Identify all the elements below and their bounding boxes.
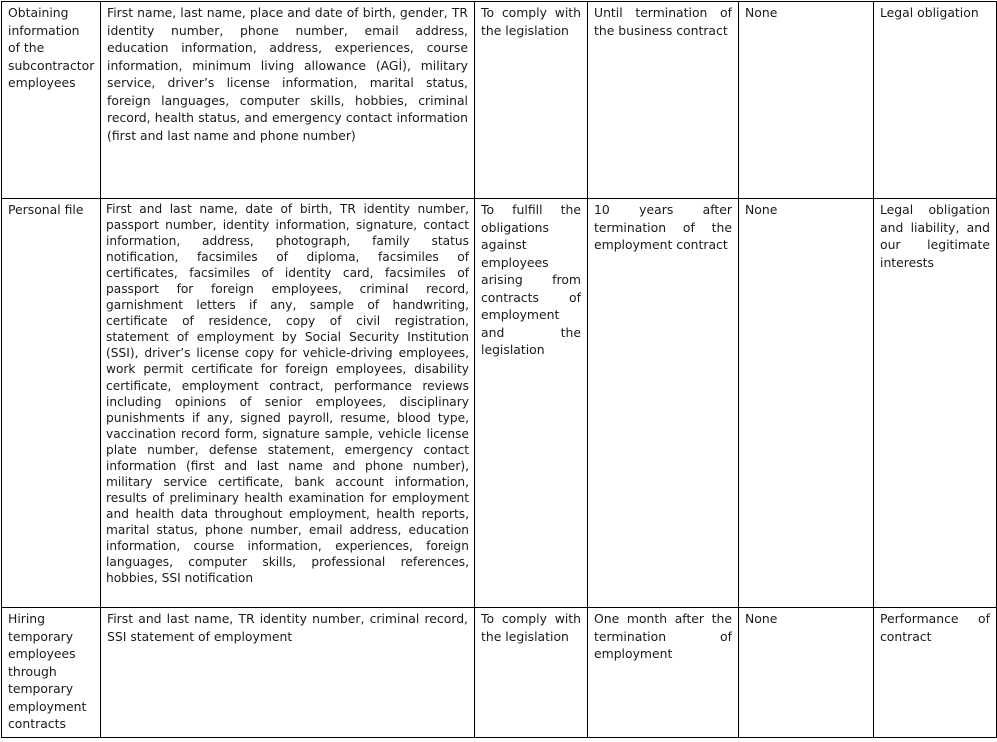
legal-basis-cell: Performance of contract bbox=[874, 608, 997, 738]
legal-basis-cell: Legal obligation bbox=[874, 2, 997, 199]
activity-cell: Hiring temporary employees through temporary employment contracts bbox=[2, 608, 101, 738]
purpose-cell: To comply with the legislation bbox=[475, 608, 588, 738]
personal-data-cell: First and last name, TR identity number, criminal record, SSI statement of employment bbox=[101, 608, 475, 738]
retention-period-cell: 10 years after termination of the employment contract bbox=[588, 199, 739, 608]
personal-data-cell: First name, last name, place and date of birth, gender, TR identity number, phone number, email address, education information, address, experiences, course information, minimum living allowance (AGİ), military service, driver’s license information, marital status, foreign languages, computer skills, hobbies, criminal record, health status, and emergency contact information (first and last name and phone number) bbox=[101, 2, 475, 199]
personal-data-cell: First and last name, date of birth, TR identity number, passport number, identity information, signature, contact information, address, photograph, family status notification, facsimiles of diploma, facsimiles of certificates, facsimiles of identity card, facsimiles of passport for foreign employees, criminal record, garnishment letters if any, sample of handwriting, certificate of residence, copy of civil registration, statement of employment by Social Security Institution (SSI), driver’s license copy for vehicle-driving employees, work permit certificate for foreign employees, disability certificate, employment contract, performance reviews including opinions of senior employees, disciplinary punishments if any, signed payroll, resume, blood type, vaccination record form, signature sample, vehicle license plate number, defense statement, emergency contact information (first and last name and phone number), military service certificate, bank account information, results of preliminary health examination for employment and health data throughout employment, health reports, marital status, phone number, email address, education information, course information, experiences, foreign languages, computer skills, professional references, hobbies, SSI notification bbox=[101, 199, 475, 608]
activity-cell: Personal file bbox=[2, 199, 101, 608]
table-row bbox=[2, 199, 997, 608]
transfer-cell: None bbox=[739, 608, 874, 738]
table-row bbox=[2, 608, 997, 738]
retention-period-cell: One month after the termination of employment bbox=[588, 608, 739, 738]
transfer-cell: None bbox=[739, 199, 874, 608]
purpose-cell: To comply with the legislation bbox=[475, 2, 588, 199]
activity-cell: Obtaining information of the subcontractor employees bbox=[2, 2, 101, 199]
data-processing-table bbox=[1, 1, 997, 738]
legal-basis-cell: Legal obligation and liability, and our legitimate interests bbox=[874, 199, 997, 608]
table-row bbox=[2, 2, 997, 199]
purpose-cell: To fulfill the obligations against employees arising from contracts of employment and the legislation bbox=[475, 199, 588, 608]
retention-period-cell: Until termination of the business contract bbox=[588, 2, 739, 199]
transfer-cell: None bbox=[739, 2, 874, 199]
